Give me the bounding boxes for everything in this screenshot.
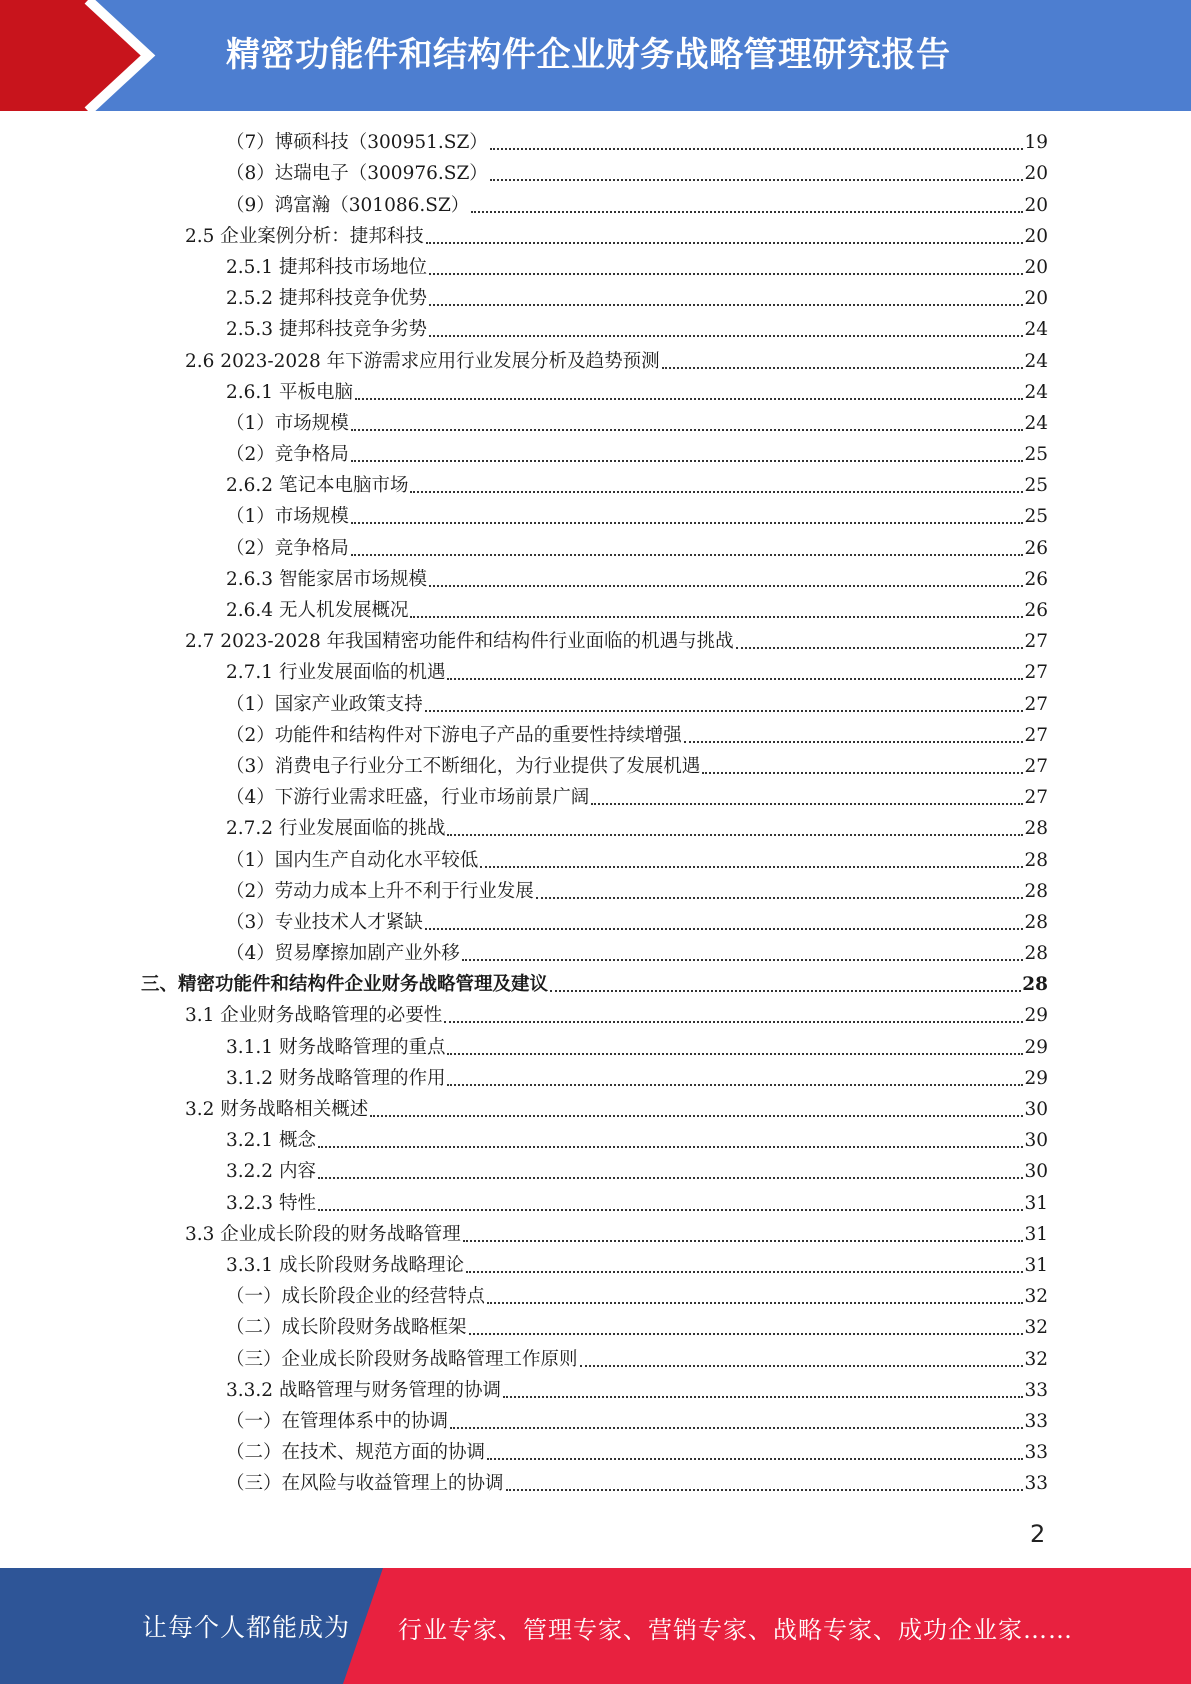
toc-entry[interactable]: [185, 1000, 1048, 1031]
toc-entry-label: （2）功能件和结构件对下游电子产品的重要性持续增强: [226, 724, 682, 746]
report-title: 精密功能件和结构件企业财务战略管理研究报告: [226, 35, 951, 75]
toc-entry-page: 26: [1024, 537, 1048, 559]
toc-dot-leader: [429, 304, 1023, 306]
toc-entry[interactable]: [226, 1250, 1048, 1281]
toc-dot-leader: [351, 460, 1024, 462]
footer-slogan-right: 行业专家、管理专家、营销专家、战略专家、成功企业家……: [398, 1616, 1073, 1644]
toc-entry[interactable]: [226, 1406, 1048, 1437]
toc-entry[interactable]: [226, 1437, 1048, 1468]
toc-dot-leader: [490, 179, 1024, 181]
toc-entry-label: 3.3 企业成长阶段的财务战略管理: [185, 1223, 461, 1245]
toc-entry-label: 3.2.2 内容: [226, 1161, 316, 1183]
toc-entry-label: （二）在技术、规范方面的协调: [226, 1442, 486, 1464]
toc-entry-label: 3.1.1 财务战略管理的重点: [226, 1036, 446, 1058]
toc-entry-page: 25: [1024, 475, 1048, 497]
toc-dot-leader: [580, 1365, 1024, 1367]
toc-entry-page: 28: [1024, 911, 1048, 933]
toc-dot-leader: [480, 866, 1023, 868]
toc-entry-label: （2）竞争格局: [226, 444, 349, 466]
toc-entry-label: 2.7.2 行业发展面临的挑战: [226, 818, 446, 840]
toc-entry[interactable]: [226, 127, 1048, 158]
toc-entry[interactable]: [226, 158, 1048, 189]
toc-entry-page: 20: [1024, 194, 1048, 216]
toc-entry[interactable]: [226, 1375, 1048, 1406]
toc-entry[interactable]: [226, 564, 1048, 595]
toc-dot-leader: [444, 1021, 1023, 1023]
toc-dot-leader: [318, 1177, 1024, 1179]
toc-entry-label: 3.1.2 财务战略管理的作用: [226, 1067, 446, 1089]
toc-entry-label: 2.6.1 平板电脑: [226, 381, 353, 403]
toc-entry-label: 2.7.1 行业发展面临的机遇: [226, 662, 446, 684]
toc-entry-page: 20: [1024, 256, 1048, 278]
toc-entry-label: 2.5 企业案例分析：捷邦科技: [185, 225, 424, 247]
toc-entry-page: 26: [1024, 600, 1048, 621]
toc-entry-page: 25: [1024, 444, 1048, 466]
toc-entry[interactable]: [226, 876, 1048, 907]
toc-dot-leader: [425, 928, 1024, 930]
toc-dot-leader: [426, 242, 1024, 244]
toc-dot-leader: [447, 1084, 1023, 1086]
toc-entry-page: 20: [1024, 225, 1048, 247]
toc-entry[interactable]: [226, 751, 1048, 782]
toc-entry-label: （2）竞争格局: [226, 537, 349, 559]
toc-entry-page: 27: [1024, 693, 1048, 715]
toc-entry[interactable]: [226, 408, 1048, 439]
toc-dot-leader: [471, 211, 1023, 213]
toc-entry-page: 30: [1024, 1099, 1048, 1120]
toc-entry-page: 27: [1024, 662, 1048, 684]
toc-dot-leader: [487, 1302, 1023, 1304]
toc-entry[interactable]: [226, 720, 1048, 751]
toc-entry-page: 33: [1024, 1379, 1048, 1401]
toc-entry-page: 27: [1024, 787, 1048, 809]
toc-entry-label: 3.2.3 特性: [226, 1192, 316, 1214]
toc-dot-leader: [469, 1333, 1024, 1335]
toc-entry[interactable]: [226, 439, 1048, 470]
toc-dot-leader: [736, 647, 1024, 649]
toc-entry[interactable]: [226, 1468, 1048, 1499]
toc-dot-leader: [702, 772, 1023, 774]
toc-entry[interactable]: [185, 345, 1048, 376]
toc-entry-label: （三）企业成长阶段财务战略管理工作原则: [226, 1348, 578, 1370]
toc-entry[interactable]: [226, 470, 1048, 501]
toc-entry[interactable]: [226, 1343, 1048, 1374]
toc-entry[interactable]: [226, 907, 1048, 938]
toc-entry[interactable]: [226, 1156, 1048, 1187]
toc-entry-label: 2.6.2 笔记本电脑市场: [226, 475, 409, 497]
toc-dot-leader: [370, 1115, 1023, 1117]
toc-entry-page: 19: [1024, 132, 1048, 154]
toc-entry-page: 24: [1024, 381, 1048, 403]
toc-entry-label: 3.3.1 成长阶段财务战略理论: [226, 1254, 464, 1276]
toc-entry-page: 29: [1024, 1005, 1048, 1027]
toc-entry[interactable]: [185, 1219, 1048, 1250]
toc-entry-label: （2）劳动力成本上升不利于行业发展: [226, 880, 534, 902]
toc-entry-page: 24: [1024, 412, 1048, 434]
toc-entry-page: 28: [1024, 880, 1048, 902]
toc-entry-label: （4）贸易摩擦加剧产业外移: [226, 943, 460, 965]
toc-entry[interactable]: [185, 1094, 1048, 1125]
toc-dot-leader: [351, 522, 1024, 524]
toc-entry-page: 31: [1024, 1254, 1048, 1276]
page-footer: [0, 1568, 1191, 1684]
toc-entry-page: 20: [1024, 288, 1048, 310]
toc-entry-page: 30: [1024, 1130, 1048, 1152]
toc-entry-page: 26: [1024, 568, 1048, 590]
toc-entry-page: 33: [1024, 1473, 1048, 1495]
toc-entry-label: 3.2.1 概念: [226, 1130, 316, 1152]
toc-entry[interactable]: [226, 501, 1048, 532]
toc-dot-leader: [447, 1053, 1023, 1055]
toc-dot-leader: [487, 1458, 1023, 1460]
toc-dot-leader: [351, 554, 1024, 556]
toc-entry-page: 28: [1024, 818, 1048, 840]
toc-entry[interactable]: [226, 189, 1048, 220]
toc-entry[interactable]: [226, 252, 1048, 283]
toc-entry[interactable]: [226, 283, 1048, 314]
toc-entry[interactable]: [226, 813, 1048, 844]
toc-dot-leader: [447, 834, 1023, 836]
toc-entry-page: 28: [1024, 943, 1048, 965]
table-of-contents: [0, 127, 1191, 1499]
toc-dot-leader: [490, 148, 1024, 150]
toc-entry[interactable]: [226, 1281, 1048, 1312]
toc-dot-leader: [506, 1489, 1024, 1491]
toc-entry-label: （二）成长阶段财务战略框架: [226, 1317, 467, 1339]
toc-dot-leader: [450, 1427, 1023, 1429]
toc-dot-leader: [318, 1209, 1024, 1211]
toc-dot-leader: [591, 803, 1023, 805]
toc-dot-leader: [425, 710, 1024, 712]
toc-entry-label: 3.3.2 战略管理与财务管理的协调: [226, 1379, 501, 1401]
toc-entry-label: （7）博硕科技（300951.SZ）: [226, 132, 488, 154]
toc-dot-leader: [503, 1396, 1023, 1398]
toc-entry-label: 2.7 2023-2028 年我国精密功能件和结构件行业面临的机遇与挑战: [185, 631, 734, 653]
toc-entry-label: 2.5.2 捷邦科技竞争优势: [226, 288, 427, 310]
toc-entry-label: （1）市场规模: [226, 412, 349, 434]
toc-entry[interactable]: [226, 595, 1048, 626]
toc-entry-page: 32: [1024, 1286, 1048, 1308]
toc-entry[interactable]: [226, 1031, 1048, 1062]
toc-entry[interactable]: [226, 657, 1048, 688]
toc-entry-label: 3.1 企业财务战略管理的必要性: [185, 1005, 443, 1027]
toc-entry-label: （1）市场规模: [226, 506, 349, 528]
toc-entry-page: 25: [1024, 506, 1048, 528]
toc-entry-label: 2.6 2023-2028 年下游需求应用行业发展分析及趋势预测: [185, 350, 660, 372]
toc-entry-page: 27: [1024, 724, 1048, 746]
toc-entry[interactable]: [226, 938, 1048, 969]
toc-entry-page: 28: [1022, 974, 1048, 996]
toc-dot-leader: [550, 990, 1021, 992]
toc-dot-leader: [463, 1240, 1024, 1242]
toc-dot-leader: [355, 398, 1024, 400]
toc-entry-page: 31: [1024, 1223, 1048, 1245]
toc-entry-label: （9）鸿富瀚（301086.SZ）: [226, 194, 470, 216]
toc-entry-page: 28: [1024, 849, 1048, 871]
toc-dot-leader: [318, 1146, 1024, 1148]
toc-entry-page: 32: [1024, 1317, 1048, 1339]
toc-dot-leader: [410, 491, 1023, 493]
toc-entry-page: 32: [1024, 1348, 1048, 1370]
toc-entry[interactable]: [226, 1125, 1048, 1156]
toc-entry[interactable]: [141, 969, 1048, 1000]
toc-entry-page: 20: [1024, 163, 1048, 185]
toc-entry-label: （3）消费电子行业分工不断细化，为行业提供了发展机遇: [226, 755, 701, 777]
toc-entry[interactable]: [185, 626, 1048, 657]
toc-entry-label: （一）在管理体系中的协调: [226, 1410, 449, 1432]
toc-dot-leader: [462, 959, 1024, 961]
toc-entry-label: 2.5.3 捷邦科技竞争劣势: [226, 319, 427, 341]
toc-entry-page: 33: [1024, 1410, 1048, 1432]
toc-entry-label: （1）国家产业政策支持: [226, 693, 423, 715]
footer-slogan-left: 让每个人都能成为: [142, 1613, 351, 1642]
toc-dot-leader: [351, 429, 1024, 431]
toc-entry-label: （3）专业技术人才紧缺: [226, 911, 423, 933]
toc-entry-page: 29: [1024, 1067, 1048, 1089]
red-chevron-shape: [0, 0, 148, 111]
toc-entry-label: （8）达瑞电子（300976.SZ）: [226, 163, 488, 185]
toc-entry-page: 24: [1024, 350, 1048, 372]
page-header: [0, 0, 1191, 111]
toc-entry-page: 29: [1024, 1036, 1048, 1058]
toc-dot-leader: [466, 1271, 1023, 1273]
toc-entry-label: 2.6.3 智能家居市场规模: [226, 568, 427, 590]
toc-entry-page: 30: [1024, 1161, 1048, 1183]
toc-entry[interactable]: [226, 782, 1048, 813]
toc-dot-leader: [429, 585, 1023, 587]
toc-entry-label: （三）在风险与收益管理上的协调: [226, 1473, 504, 1495]
toc-entry-label: （一）成长阶段企业的经营特点: [226, 1286, 486, 1308]
toc-entry[interactable]: [226, 1063, 1048, 1094]
toc-dot-leader: [684, 741, 1024, 743]
toc-entry[interactable]: [226, 314, 1048, 345]
toc-entry-page: 24: [1024, 319, 1048, 341]
toc-entry-label: 2.6.4 无人机发展概况: [226, 600, 409, 621]
toc-dot-leader: [447, 678, 1023, 680]
toc-entry-label: 三、精密功能件和结构件企业财务战略管理及建议: [141, 974, 549, 996]
toc-entry-label: 2.5.1 捷邦科技市场地位: [226, 256, 427, 278]
toc-entry[interactable]: [226, 688, 1048, 719]
toc-entry-label: 3.2 财务战略相关概述: [185, 1099, 369, 1120]
toc-entry[interactable]: [185, 221, 1048, 252]
toc-entry-label: （4）下游行业需求旺盛，行业市场前景广阔: [226, 787, 590, 809]
toc-dot-leader: [429, 273, 1023, 275]
toc-entry[interactable]: [226, 1312, 1048, 1343]
toc-dot-leader: [662, 367, 1024, 369]
toc-entry[interactable]: [226, 377, 1048, 408]
toc-entry[interactable]: [226, 532, 1048, 563]
toc-dot-leader: [410, 616, 1023, 618]
toc-dot-leader: [429, 335, 1023, 337]
toc-entry-label: （1）国内生产自动化水平较低: [226, 849, 479, 871]
toc-entry-page: 27: [1024, 755, 1048, 777]
page-number: 2: [1030, 1520, 1046, 1548]
toc-entry-page: 33: [1024, 1442, 1048, 1464]
toc-entry[interactable]: [226, 844, 1048, 875]
toc-entry[interactable]: [226, 1187, 1048, 1218]
toc-entry-page: 27: [1024, 631, 1048, 653]
toc-entry-page: 31: [1024, 1192, 1048, 1214]
toc-dot-leader: [536, 897, 1024, 899]
